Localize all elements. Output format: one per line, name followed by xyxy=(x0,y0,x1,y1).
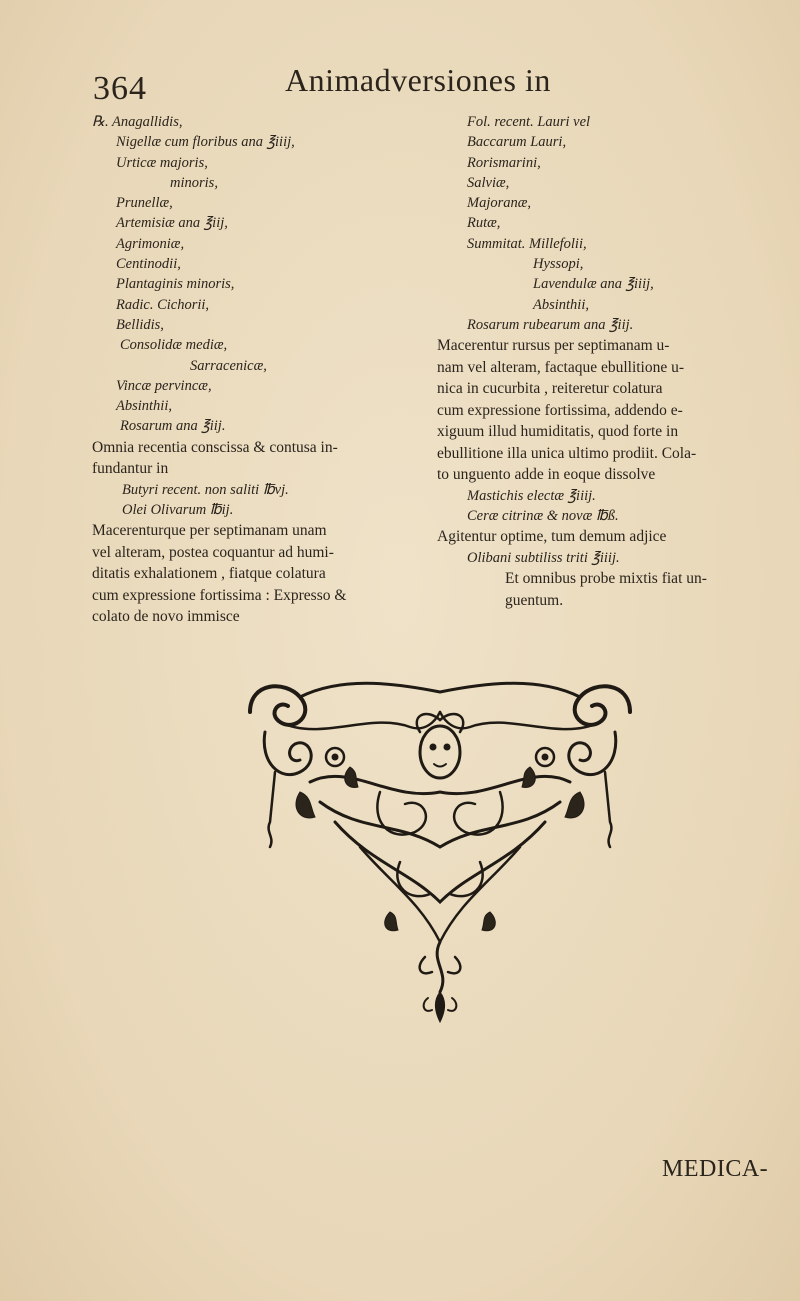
body-text-line: to unguento adde in eoque dissolve xyxy=(437,466,656,484)
recipe-line: Vincæ pervincæ, xyxy=(116,377,212,394)
body-text-line: Et omnibus probe mixtis fiat un- xyxy=(505,570,707,588)
recipe-line: Rorismarini, xyxy=(467,154,541,171)
recipe-line: Olibani subtiliss triti ℥iiij. xyxy=(467,549,620,566)
recipe-line: Majoranæ, xyxy=(467,195,532,212)
recipe-line: Olei Olivarum ℔ij. xyxy=(122,502,234,519)
recipe-line: Plantaginis minoris, xyxy=(116,276,235,293)
body-text-line: Omnia recentia conscissa & contusa in- xyxy=(92,438,338,456)
recipe-line: Absinthii, xyxy=(116,398,172,415)
recipe-line: Summitat. Millefolii, xyxy=(467,235,587,252)
recipe-line: Centinodii, xyxy=(116,256,181,273)
recipe-line: Mastichis electæ ℥iiij. xyxy=(467,487,596,504)
body-text-line: guentum. xyxy=(505,591,564,609)
recipe-line: Urticæ majoris, xyxy=(116,154,208,171)
recipe-line: Salviæ, xyxy=(467,174,510,191)
recipe-line: Lavendulæ ana ℥iiij, xyxy=(533,276,654,293)
recipe-line: Absinthii, xyxy=(533,296,589,313)
body-text-line: nam vel alteram, factaque ebullitione u- xyxy=(437,358,685,376)
page-number: 364 xyxy=(93,70,147,107)
recipe-line: Butyri recent. non saliti ℔vj. xyxy=(122,481,289,498)
body-text-line: nica in cucurbita , reiteretur colatura xyxy=(437,380,663,398)
body-text-line: Agitentur optime, tum demum adjice xyxy=(437,528,667,546)
recipe-line: Artemisiæ ana ℥iij, xyxy=(116,215,228,232)
body-text-line: Macerenturque per septimanam unam xyxy=(92,522,327,540)
left-column xyxy=(92,112,422,628)
recipe-line: Sarracenicæ, xyxy=(190,357,267,374)
recipe-line: ℞. Anagallidis, xyxy=(92,114,183,130)
body-text-line: cum expressione fortissima : Expresso & xyxy=(92,586,347,604)
recipe-line: Radic. Cichorii, xyxy=(116,296,210,313)
recipe-line: Agrimoniæ, xyxy=(116,235,185,252)
floral-tailpiece-ornament-icon xyxy=(240,672,640,1027)
recipe-line: Bellidis, xyxy=(116,316,164,333)
recipe-line: Rutæ, xyxy=(467,215,501,232)
recipe-line: Nigellæ cum floribus ana ℥iiij, xyxy=(116,134,295,151)
recipe-line: Ceræ citrinæ & novæ ℔ß. xyxy=(467,508,619,525)
right-column xyxy=(437,112,777,611)
recipe-line: Rosarum ana ℥iij. xyxy=(120,418,226,435)
recipe-line: Hyssopi, xyxy=(533,256,584,273)
body-text-line: ditatis exhalationem , fiatque colatura xyxy=(92,565,326,583)
body-text-line: cum expressione fortissima, addendo e- xyxy=(437,401,683,419)
running-title: Animadversiones in xyxy=(285,62,551,98)
body-text-line: vel alteram, postea coquantur ad humi- xyxy=(92,543,334,561)
recipe-line: Prunellæ, xyxy=(116,195,173,212)
catchword: MEDICA- xyxy=(662,1156,769,1182)
recipe-line: Fol. recent. Lauri vel xyxy=(467,114,591,130)
body-text-line: Macerentur rursus per septimanam u- xyxy=(437,337,670,355)
body-text-line: colato de novo immisce xyxy=(92,608,240,626)
recipe-line: Rosarum rubearum ana ℥iij. xyxy=(467,316,634,333)
recipe-line: Consolidæ mediæ, xyxy=(120,337,228,354)
body-text-line: fundantur in xyxy=(92,460,169,478)
body-text-line: ebullitione illa unica ultimo prodiit. Cola- xyxy=(437,444,697,462)
recipe-line: minoris, xyxy=(170,174,218,191)
recipe-line: Baccarum Lauri, xyxy=(467,134,567,151)
body-text-line: xiguum illud humiditatis, quod forte in xyxy=(437,423,679,441)
